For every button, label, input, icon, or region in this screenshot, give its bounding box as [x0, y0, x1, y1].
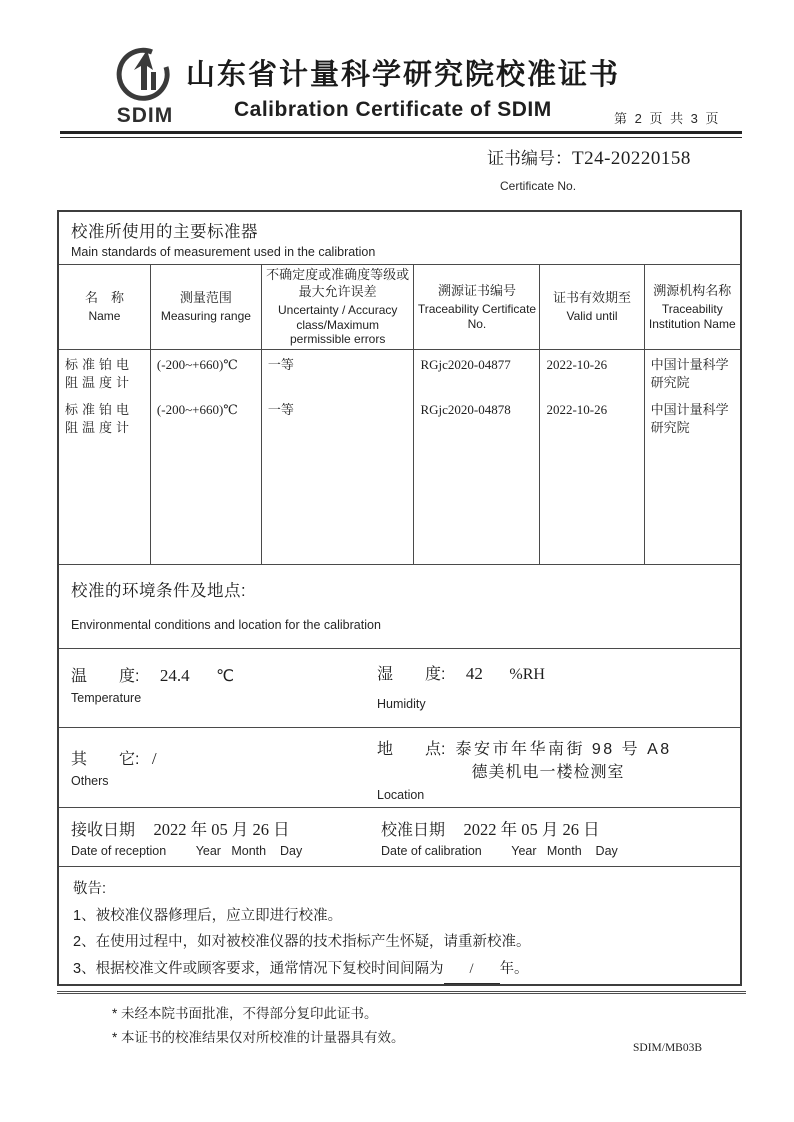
reception-date-units-en: Year Month Day: [195, 844, 303, 859]
table-row-value: 标准铂电阻温度计: [65, 357, 134, 391]
cell-cert-no: [414, 350, 540, 565]
table-row-value: 2022-10-26: [546, 402, 608, 418]
cell-valid-until: [540, 350, 644, 565]
temperature-label-en: Temperature: [71, 691, 142, 706]
cell-range: [151, 350, 262, 565]
notice-section: [59, 867, 740, 984]
cell-name: [59, 350, 151, 565]
others-label: 其 它:: [71, 750, 140, 768]
col-header-range: 测量范围 Measuring range: [151, 265, 262, 350]
humidity-value: 42: [465, 664, 483, 684]
cell-institution: [645, 350, 740, 565]
certificate-body-box: [57, 210, 742, 986]
table-row-value: 一等: [267, 357, 294, 373]
reception-date-en: Date of reception Year Month Day: [71, 844, 303, 859]
others-field: [71, 746, 157, 769]
col-header-cert-no: 溯源证书编号 Traceability Certificate No.: [414, 265, 540, 350]
calibration-date-label: 校准日期: [381, 822, 446, 840]
table-row-value: 一等: [267, 402, 294, 418]
table-row-value: 中国计量科学研究院: [650, 357, 729, 391]
environment-title-en: Environmental conditions and location for the calibration: [71, 618, 381, 633]
cell-accuracy: [262, 350, 415, 565]
table-row-value: (-200~+660)℃: [156, 402, 238, 418]
environment-section-header: [59, 565, 740, 649]
calibration-date-value: 2022 年 05 月 26 日: [463, 820, 600, 840]
temperature-value: 24.4: [159, 666, 190, 686]
certificate-title-en: Calibration Certificate of SDIM: [234, 98, 552, 121]
humidity-label: 湿 度:: [377, 666, 446, 684]
certificate-title-cn: 山东省计量科学研究院校准证书: [186, 59, 621, 91]
notice-item-2: 2、在使用过程中，如对被校准仪器的技术指标产生怀疑，请重新校准。: [73, 934, 531, 951]
humidity-field: [377, 661, 545, 684]
standards-title-cn: 校准所使用的主要标准器: [71, 223, 258, 241]
reception-date-label: 接收日期: [71, 822, 136, 840]
notice-item-3: 3、根据校准文件或顾客要求，通常情况下复校时间间隔为 / 年。: [73, 956, 726, 984]
footnote-validity: * 本证书的校准结果仅对所校准的计量器具有效。: [112, 1030, 405, 1045]
standards-table: [59, 265, 740, 565]
others-label-en: Others: [71, 773, 109, 788]
humidity-unit: %RH: [509, 666, 545, 684]
location-label: 地 点:: [377, 740, 446, 758]
calibration-date-en: Date of calibration Year Month Day: [381, 844, 618, 859]
certificate-number-block: [487, 144, 691, 193]
table-row-value: RGjc2020-04877: [420, 357, 511, 373]
page-number-indicator: 第 2 页 共 3 页: [614, 111, 721, 126]
location-value: 泰安市年华南街 98 号 A8 德美机电一楼检测室: [455, 740, 672, 781]
sdim-logo-text: SDIM: [116, 104, 174, 127]
table-row-value: 中国计量科学研究院: [650, 402, 729, 436]
table-row-value: 2022-10-26: [546, 357, 608, 373]
certificate-number-value: T24-20220158: [572, 148, 691, 169]
notice-title: 敬告:: [73, 881, 107, 898]
temperature-humidity-row: [59, 649, 740, 728]
sdim-logo: [98, 46, 192, 128]
form-code: SDIM/MB03B: [633, 1042, 703, 1054]
others-location-row: [59, 728, 740, 809]
calibration-date-field: [381, 816, 600, 840]
standards-title-en: Main standards of measurement used in the calibration: [71, 245, 376, 259]
reception-date-value: 2022 年 05 月 26 日: [153, 820, 290, 840]
recalibration-interval-blank: /: [444, 956, 500, 984]
footnote-copy-restriction: * 未经本院书面批准，不得部分复印此证书。: [112, 1006, 378, 1021]
certificate-number-label: 证书编号：: [487, 149, 572, 168]
environment-title-cn: 校准的环境条件及地点:: [71, 582, 247, 601]
standards-section-header: [59, 212, 740, 265]
col-header-uncertainty: 不确定度或准确度等级或最大允许误差 Uncertainty / Accuracy class/Maximum permissible errors: [262, 265, 415, 350]
table-row-value: RGjc2020-04878: [420, 402, 511, 418]
dates-row: [59, 808, 740, 867]
col-header-institution: 溯源机构名称 Traceability Institution Name: [645, 265, 740, 350]
temperature-label: 温 度:: [71, 668, 140, 686]
others-value: /: [151, 748, 157, 768]
col-header-name: 名 称 Name: [59, 265, 151, 350]
reception-date-field: [71, 816, 290, 840]
sdim-logo-icon: [114, 46, 176, 106]
temperature-field: [71, 663, 234, 686]
location-field: [377, 736, 672, 782]
table-row-value: 标准铂电阻温度计: [65, 402, 134, 436]
calibration-date-units-en: Year Month Day: [511, 844, 618, 859]
location-label-en: Location: [377, 787, 425, 802]
table-row-value: (-200~+660)℃: [156, 357, 238, 373]
temperature-unit: ℃: [216, 668, 235, 686]
col-header-valid-until: 证书有效期至 Valid until: [540, 265, 644, 350]
notice-item-1: 1、被校准仪器修理后，应立即进行校准。: [73, 907, 343, 924]
humidity-label-en: Humidity: [377, 697, 426, 712]
certificate-number-label-en: Certificate No.: [500, 179, 577, 193]
footer-divider-rule: [57, 991, 746, 994]
header-divider-rule: [60, 131, 742, 138]
